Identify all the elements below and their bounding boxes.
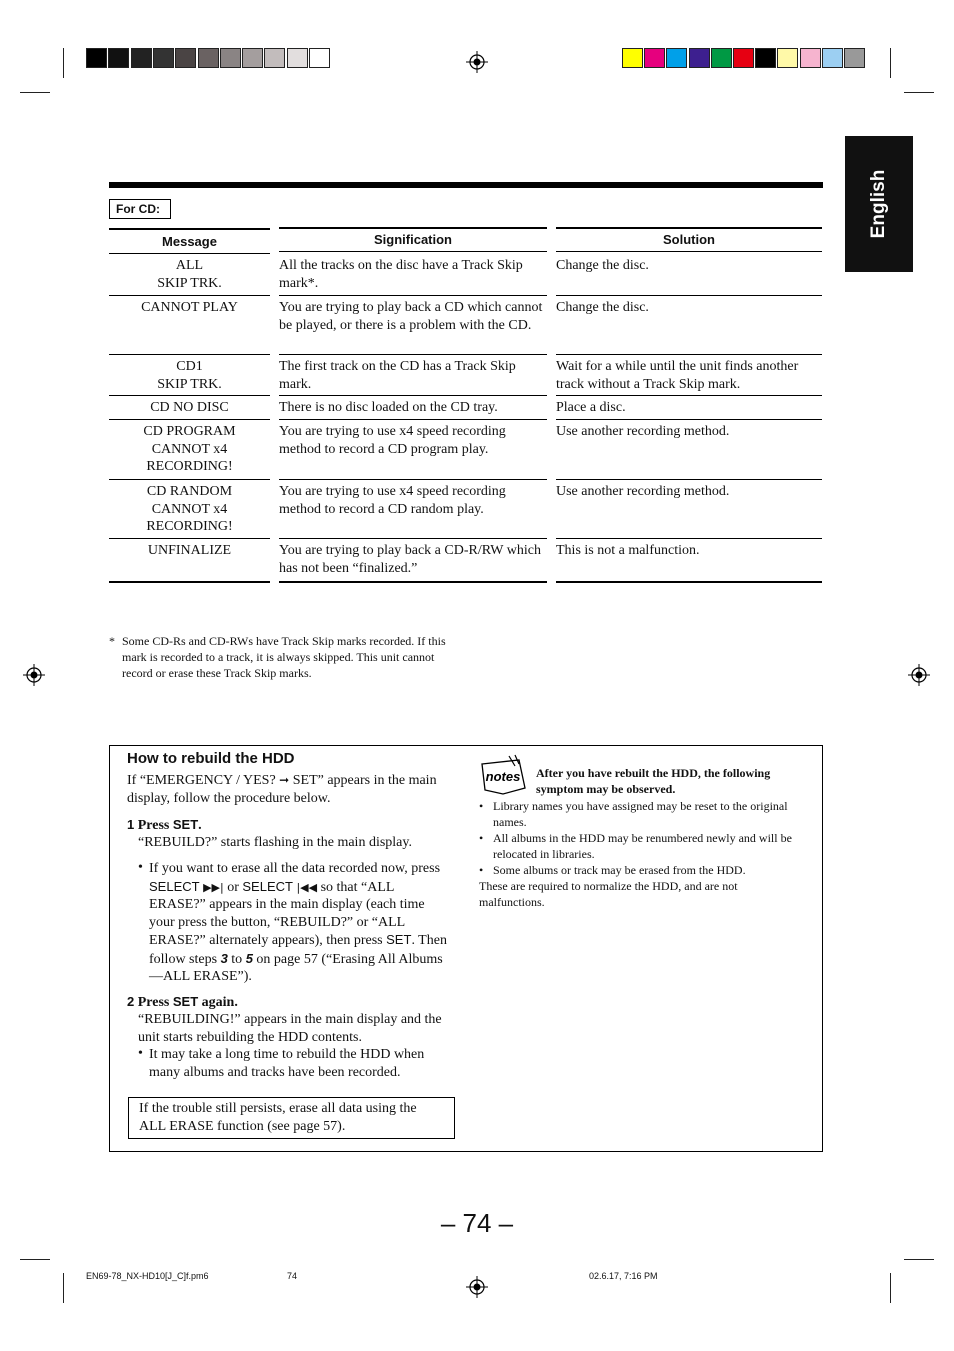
table-cell-message: UNFINALIZE (109, 539, 270, 583)
step-ref: 5 (245, 950, 253, 966)
gray-swatch (287, 48, 308, 68)
bullet-icon: • (138, 860, 143, 875)
registration-mark-icon (908, 664, 930, 686)
set-key-label: SET (386, 932, 412, 947)
rebuild-intro (127, 772, 447, 807)
footer-date: 02.6.17, 7:16 PM (589, 1271, 658, 1281)
gray-swatch (86, 48, 107, 68)
notes-item-text: Some albums or track may be erased from the HDD. (493, 863, 746, 877)
section-rule (109, 182, 823, 188)
table-cell-message: CD NO DISC (109, 396, 270, 420)
persist-note-box: If the trouble still persists, erase all data using the ALL ERASE function (see page 57). (128, 1097, 455, 1139)
step-2-bullet: It may take a long time to rebuild the HDD when many albums and tracks have been recorded. (149, 1047, 425, 1080)
table-cell-solution: This is not a malfunction. (556, 539, 822, 583)
gray-swatch (175, 48, 196, 68)
gray-swatch (108, 48, 129, 68)
crop-mark (890, 1273, 891, 1303)
notes-heading: After you have rebuilt the HDD, the following symptom may be observed. (536, 766, 771, 796)
table-cell-message: CD RANDOM CANNOT x4 RECORDING! (109, 480, 270, 539)
registration-mark-icon (466, 51, 488, 73)
language-tab (845, 136, 913, 272)
table-cell-signification: You are trying to use x4 speed recording method to record a CD program play. (279, 420, 547, 480)
color-swatch (755, 48, 776, 68)
gray-swatch (264, 48, 285, 68)
step-number: 2 (127, 994, 135, 1009)
select-key-label: SELECT (242, 878, 293, 894)
gray-swatch (131, 48, 152, 68)
bullet-text: to (227, 951, 246, 967)
table-cell-signification: You are trying to play back a CD-R/RW which has not been “finalized.” (279, 539, 547, 583)
table-cell-message: ALL SKIP TRK. (109, 254, 270, 296)
step-ref: 3 (220, 950, 228, 966)
color-swatch (689, 48, 710, 68)
color-swatch (644, 48, 665, 68)
gray-swatch (242, 48, 263, 68)
crop-mark (890, 48, 891, 78)
table-cell-signification: You are trying to play back a CD which cannot be played, or there is a problem with the CD. (279, 296, 547, 355)
footer-page: 74 (287, 1271, 298, 1281)
bullet-text: . Then follow steps (149, 933, 447, 967)
column-header-message: Message (109, 228, 270, 254)
step-2-description: “REBUILDING!” appears in the main display and the unit starts rebuilding the HDD contents. (138, 1012, 442, 1045)
bullet-icon: • (138, 1046, 143, 1061)
bullet-icon: • (479, 831, 484, 845)
bullet-icon: • (479, 863, 484, 877)
footnote-text: Some CD-Rs and CD-RWs have Track Skip marks recorded. If this mark is recorded to a track, it is always skipped. This unit cannot record or erase these Track Skip marks. (122, 634, 446, 680)
step-1-bullet (149, 860, 449, 986)
crop-mark (63, 48, 64, 78)
table-cell-solution: Wait for a while until the unit finds another track without a Track Skip mark. (556, 355, 822, 396)
color-swatch (800, 48, 821, 68)
bullet-icon: • (479, 799, 484, 813)
next-track-icon: ▶▶| (203, 880, 224, 894)
rebuild-hdd-title: How to rebuild the HDD (127, 750, 295, 767)
registration-mark-icon (23, 664, 45, 686)
gray-swatch (309, 48, 330, 68)
color-swatch (666, 48, 687, 68)
table-cell-signification: The first track on the CD has a Track Skip mark. (279, 355, 547, 396)
language-tab-label: English (868, 169, 889, 239)
page-number: – 74 – (440, 1208, 514, 1238)
crop-mark (20, 92, 50, 93)
step-instruction: Press (137, 818, 173, 833)
color-swatch (777, 48, 798, 68)
column-header-signification: Signification (279, 227, 547, 252)
table-cell-solution: Change the disc. (556, 254, 822, 296)
bullet-text: so that “ALL ERASE?” appears in the main display (each time your press the button, “REBUILD?” or “ALL ERASE?” alternately appears), then press (149, 879, 425, 948)
step-instruction: again. (198, 995, 238, 1010)
table-cell-solution: Change the disc. (556, 296, 822, 355)
footnote (109, 633, 459, 681)
bullet-text: on page 57 (“Erasing All Albums—ALL ERASE”). (149, 951, 443, 984)
crop-mark (20, 1259, 50, 1260)
notes-item (479, 862, 811, 878)
table-cell-solution: Use another recording method. (556, 480, 822, 539)
table-cell-signification: All the tracks on the disc have a Track Skip mark*. (279, 254, 547, 296)
table-cell-solution: Use another recording method. (556, 420, 822, 480)
step-1-description: “REBUILD?” starts flashing in the main display. (138, 835, 412, 850)
notes-icon (479, 754, 529, 796)
set-key-label: SET (172, 994, 199, 1009)
bullet-text: If you want to erase all the data recorded now, press (149, 861, 441, 876)
gray-swatch (153, 48, 174, 68)
table-cell-signification: There is no disc loaded on the CD tray. (279, 396, 547, 420)
gray-swatch (220, 48, 241, 68)
gray-swatch (198, 48, 219, 68)
arrow-right-icon: ➞ (279, 773, 290, 787)
notes-closing: These are required to normalize the HDD, and are not malfunctions. (479, 879, 738, 909)
intro-text: If “EMERGENCY / YES? (127, 773, 280, 788)
notes-item (479, 798, 811, 830)
notes-item-text: All albums in the HDD may be renumbered newly and will be relocated in libraries. (493, 831, 792, 861)
column-header-solution: Solution (556, 227, 822, 252)
notes-item (479, 830, 811, 862)
table-cell-message: CD1 SKIP TRK. (109, 355, 270, 396)
bullet-text: or (223, 879, 243, 895)
crop-mark (904, 1259, 934, 1260)
notes-icon-label: notes (485, 769, 521, 784)
section-label: For CD: (109, 199, 171, 219)
color-swatch (822, 48, 843, 68)
color-swatch (733, 48, 754, 68)
color-swatch (622, 48, 643, 68)
crop-mark (63, 1273, 64, 1303)
step-number: 1 (127, 817, 135, 832)
registration-mark-icon (466, 1276, 488, 1298)
step-instruction: Press (137, 995, 173, 1010)
previous-track-icon: |◀◀ (296, 880, 318, 894)
set-key-label: SET (172, 817, 199, 832)
notes-item-text: Library names you have assigned may be reset to the original names. (493, 799, 788, 829)
color-swatch (844, 48, 865, 68)
step-instruction: . (198, 818, 202, 833)
footnote-mark: * (109, 634, 115, 648)
step-2 (127, 993, 447, 1012)
color-swatch (711, 48, 732, 68)
select-key-label: SELECT (149, 878, 200, 894)
footer-filename: EN69-78_NX-HD10[J_C]f.pm6 (86, 1271, 209, 1281)
table-cell-solution: Place a disc. (556, 396, 822, 420)
step-1 (127, 816, 447, 835)
table-cell-signification: You are trying to use x4 speed recording method to record a CD random play. (279, 480, 547, 539)
intro-text: SET” appears in the main display, follow the procedure below. (127, 773, 437, 806)
table-cell-message: CANNOT PLAY (109, 296, 270, 355)
crop-mark (904, 92, 934, 93)
table-cell-message: CD PROGRAM CANNOT x4 RECORDING! (109, 420, 270, 480)
